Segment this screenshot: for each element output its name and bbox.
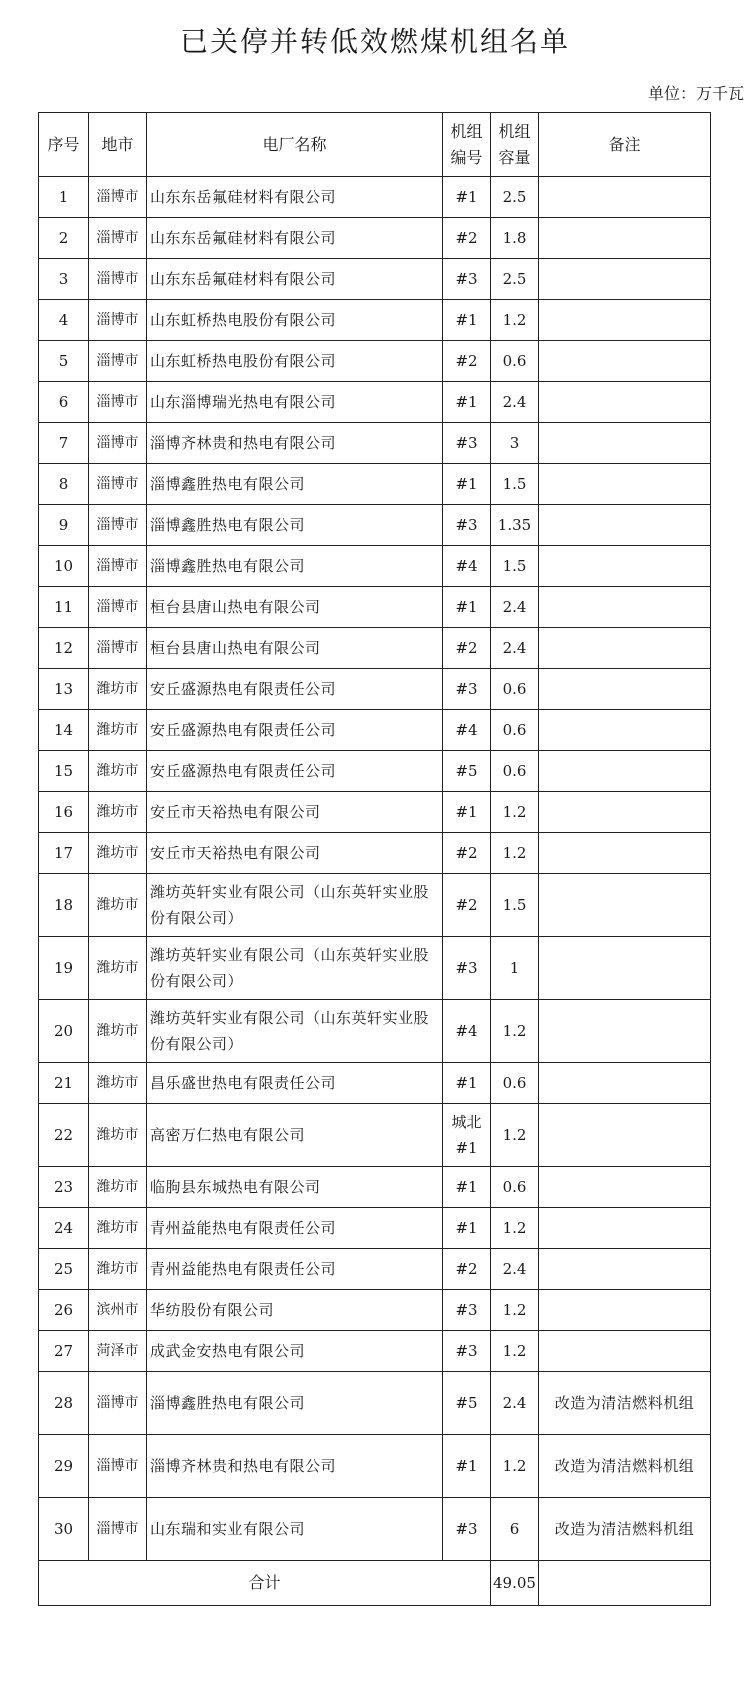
cell-city: 淄博市	[89, 382, 147, 423]
cell-plant-name: 高密万仁热电有限公司	[147, 1104, 443, 1167]
cell-seq: 15	[39, 751, 89, 792]
table-row	[39, 1208, 711, 1249]
cell-note	[539, 1104, 711, 1167]
cell-city: 潍坊市	[89, 1000, 147, 1063]
table-row	[39, 546, 711, 587]
table-row	[39, 1290, 711, 1331]
cell-note	[539, 505, 711, 546]
cell-seq: 30	[39, 1498, 89, 1561]
table-row	[39, 423, 711, 464]
cell-note	[539, 382, 711, 423]
cell-unit-no: #1	[443, 177, 491, 218]
total-label: 合计	[39, 1561, 491, 1606]
table-row	[39, 628, 711, 669]
cell-city: 潍坊市	[89, 1249, 147, 1290]
cell-plant-name: 安丘盛源热电有限责任公司	[147, 669, 443, 710]
cell-capacity: 1.2	[491, 1208, 539, 1249]
cell-seq: 23	[39, 1167, 89, 1208]
cell-plant-name: 山东东岳氟硅材料有限公司	[147, 259, 443, 300]
cell-plant-name: 山东淄博瑞光热电有限公司	[147, 382, 443, 423]
cell-seq: 19	[39, 937, 89, 1000]
table-row	[39, 669, 711, 710]
cell-note	[539, 587, 711, 628]
cell-capacity: 1	[491, 937, 539, 1000]
cell-city: 潍坊市	[89, 833, 147, 874]
cell-plant-name: 青州益能热电有限责任公司	[147, 1249, 443, 1290]
header-city: 地市	[89, 113, 147, 177]
cell-city: 潍坊市	[89, 1104, 147, 1167]
cell-seq: 3	[39, 259, 89, 300]
cell-seq: 29	[39, 1435, 89, 1498]
header-note: 备注	[539, 113, 711, 177]
cell-capacity: 1.2	[491, 833, 539, 874]
cell-unit-no: #5	[443, 751, 491, 792]
unit-list-table	[38, 112, 711, 1606]
cell-note	[539, 300, 711, 341]
table-row	[39, 1372, 711, 1435]
cell-seq: 13	[39, 669, 89, 710]
cell-plant-name: 桓台县唐山热电有限公司	[147, 587, 443, 628]
cell-capacity: 1.5	[491, 874, 539, 937]
cell-capacity: 0.6	[491, 1167, 539, 1208]
table-row	[39, 259, 711, 300]
cell-capacity: 1.2	[491, 300, 539, 341]
cell-seq: 28	[39, 1372, 89, 1435]
total-capacity: 49.05	[491, 1561, 539, 1606]
cell-unit-no: #1	[443, 1208, 491, 1249]
table-row	[39, 1435, 711, 1498]
cell-note	[539, 937, 711, 1000]
cell-plant-name: 淄博鑫胜热电有限公司	[147, 464, 443, 505]
cell-plant-name: 桓台县唐山热电有限公司	[147, 628, 443, 669]
cell-capacity: 0.6	[491, 751, 539, 792]
total-row	[39, 1561, 711, 1606]
cell-note	[539, 669, 711, 710]
cell-capacity: 3	[491, 423, 539, 464]
header-seq: 序号	[39, 113, 89, 177]
cell-seq: 16	[39, 792, 89, 833]
cell-seq: 18	[39, 874, 89, 937]
cell-note	[539, 546, 711, 587]
cell-capacity: 1.5	[491, 546, 539, 587]
table-row	[39, 1331, 711, 1372]
cell-unit-no: #1	[443, 1435, 491, 1498]
cell-city: 潍坊市	[89, 669, 147, 710]
cell-plant-name: 潍坊英轩实业有限公司（山东英轩实业股份有限公司）	[147, 874, 443, 937]
cell-capacity: 0.6	[491, 341, 539, 382]
cell-city: 潍坊市	[89, 1063, 147, 1104]
cell-seq: 25	[39, 1249, 89, 1290]
cell-note	[539, 341, 711, 382]
cell-capacity: 1.35	[491, 505, 539, 546]
cell-unit-no: #1	[443, 1167, 491, 1208]
cell-plant-name: 安丘盛源热电有限责任公司	[147, 710, 443, 751]
cell-note	[539, 710, 711, 751]
cell-note	[539, 218, 711, 259]
cell-plant-name: 淄博鑫胜热电有限公司	[147, 546, 443, 587]
cell-note	[539, 1063, 711, 1104]
cell-city: 淄博市	[89, 628, 147, 669]
cell-unit-no: #2	[443, 218, 491, 259]
cell-note	[539, 1331, 711, 1372]
cell-city: 淄博市	[89, 464, 147, 505]
table-row	[39, 710, 711, 751]
table-row	[39, 874, 711, 937]
cell-seq: 26	[39, 1290, 89, 1331]
cell-plant-name: 青州益能热电有限责任公司	[147, 1208, 443, 1249]
cell-seq: 22	[39, 1104, 89, 1167]
cell-seq: 20	[39, 1000, 89, 1063]
cell-capacity: 2.5	[491, 259, 539, 300]
cell-capacity: 1.2	[491, 792, 539, 833]
cell-plant-name: 山东瑞和实业有限公司	[147, 1498, 443, 1561]
cell-unit-no: #1	[443, 382, 491, 423]
cell-unit-no: #4	[443, 710, 491, 751]
cell-unit-no: #2	[443, 628, 491, 669]
cell-city: 淄博市	[89, 300, 147, 341]
cell-note	[539, 1290, 711, 1331]
cell-city: 潍坊市	[89, 937, 147, 1000]
cell-city: 菏泽市	[89, 1331, 147, 1372]
page-title: 已关停并转低效燃煤机组名单	[179, 25, 570, 58]
cell-plant-name: 成武金安热电有限公司	[147, 1331, 443, 1372]
header-unit-no: 机组编号	[443, 113, 491, 177]
cell-city: 潍坊市	[89, 751, 147, 792]
header-capacity: 机组容量	[491, 113, 539, 177]
cell-seq: 27	[39, 1331, 89, 1372]
table-row	[39, 751, 711, 792]
cell-note	[539, 874, 711, 937]
cell-capacity: 2.4	[491, 587, 539, 628]
cell-city: 潍坊市	[89, 792, 147, 833]
cell-plant-name: 淄博鑫胜热电有限公司	[147, 1372, 443, 1435]
cell-plant-name: 安丘盛源热电有限责任公司	[147, 751, 443, 792]
cell-seq: 2	[39, 218, 89, 259]
table-row	[39, 505, 711, 546]
cell-unit-no: #2	[443, 874, 491, 937]
table-row	[39, 937, 711, 1000]
cell-note	[539, 423, 711, 464]
table-row	[39, 1063, 711, 1104]
table-row	[39, 177, 711, 218]
cell-city: 淄博市	[89, 218, 147, 259]
cell-capacity: 0.6	[491, 1063, 539, 1104]
cell-plant-name: 淄博齐林贵和热电有限公司	[147, 423, 443, 464]
cell-seq: 21	[39, 1063, 89, 1104]
cell-capacity: 2.4	[491, 628, 539, 669]
cell-seq: 4	[39, 300, 89, 341]
cell-unit-no: #1	[443, 1063, 491, 1104]
cell-seq: 1	[39, 177, 89, 218]
total-note	[539, 1561, 711, 1606]
cell-note	[539, 751, 711, 792]
cell-unit-no: #3	[443, 259, 491, 300]
cell-unit-no: #4	[443, 546, 491, 587]
cell-unit-no: #4	[443, 1000, 491, 1063]
cell-seq: 6	[39, 382, 89, 423]
cell-capacity: 1.5	[491, 464, 539, 505]
cell-capacity: 1.2	[491, 1435, 539, 1498]
cell-plant-name: 安丘市天裕热电有限公司	[147, 833, 443, 874]
cell-seq: 10	[39, 546, 89, 587]
cell-plant-name: 山东东岳氟硅材料有限公司	[147, 218, 443, 259]
table-row	[39, 587, 711, 628]
cell-plant-name: 山东虹桥热电股份有限公司	[147, 300, 443, 341]
cell-unit-no: #3	[443, 423, 491, 464]
cell-note: 改造为清洁燃料机组	[539, 1498, 711, 1561]
cell-note	[539, 1249, 711, 1290]
cell-capacity: 6	[491, 1498, 539, 1561]
cell-city: 潍坊市	[89, 1208, 147, 1249]
cell-note	[539, 833, 711, 874]
cell-seq: 9	[39, 505, 89, 546]
cell-seq: 14	[39, 710, 89, 751]
cell-capacity: 1.8	[491, 218, 539, 259]
cell-plant-name: 临朐县东城热电有限公司	[147, 1167, 443, 1208]
table-row	[39, 1498, 711, 1561]
cell-city: 潍坊市	[89, 1167, 147, 1208]
cell-plant-name: 山东虹桥热电股份有限公司	[147, 341, 443, 382]
cell-capacity: 1.2	[491, 1331, 539, 1372]
cell-unit-no: #1	[443, 464, 491, 505]
cell-seq: 8	[39, 464, 89, 505]
cell-plant-name: 潍坊英轩实业有限公司（山东英轩实业股份有限公司）	[147, 1000, 443, 1063]
cell-plant-name: 淄博鑫胜热电有限公司	[147, 505, 443, 546]
table-row	[39, 341, 711, 382]
cell-unit-no: #3	[443, 1498, 491, 1561]
cell-capacity: 1.2	[491, 1000, 539, 1063]
cell-unit-no: #2	[443, 1249, 491, 1290]
cell-plant-name: 山东东岳氟硅材料有限公司	[147, 177, 443, 218]
cell-unit-no: #1	[443, 792, 491, 833]
cell-plant-name: 昌乐盛世热电有限责任公司	[147, 1063, 443, 1104]
header-row	[39, 113, 711, 177]
table-row	[39, 464, 711, 505]
cell-note	[539, 1167, 711, 1208]
cell-city: 滨州市	[89, 1290, 147, 1331]
cell-seq: 11	[39, 587, 89, 628]
table-row	[39, 1249, 711, 1290]
cell-note	[539, 792, 711, 833]
cell-capacity: 2.4	[491, 1249, 539, 1290]
cell-note	[539, 259, 711, 300]
cell-plant-name: 潍坊英轩实业有限公司（山东英轩实业股份有限公司）	[147, 937, 443, 1000]
table-row	[39, 1167, 711, 1208]
cell-city: 淄博市	[89, 423, 147, 464]
cell-note: 改造为清洁燃料机组	[539, 1372, 711, 1435]
table-row	[39, 300, 711, 341]
cell-capacity: 2.5	[491, 177, 539, 218]
cell-unit-no: #5	[443, 1372, 491, 1435]
cell-unit-no: #3	[443, 937, 491, 1000]
cell-unit-no: #3	[443, 1331, 491, 1372]
cell-city: 淄博市	[89, 505, 147, 546]
cell-unit-no: #1	[443, 587, 491, 628]
cell-unit-no: #3	[443, 669, 491, 710]
cell-seq: 7	[39, 423, 89, 464]
cell-plant-name: 淄博齐林贵和热电有限公司	[147, 1435, 443, 1498]
cell-city: 潍坊市	[89, 710, 147, 751]
cell-capacity: 1.2	[491, 1104, 539, 1167]
cell-city: 淄博市	[89, 1498, 147, 1561]
cell-unit-no: #1	[443, 300, 491, 341]
table-row	[39, 382, 711, 423]
cell-capacity: 2.4	[491, 1372, 539, 1435]
cell-capacity: 1.2	[491, 1290, 539, 1331]
cell-plant-name: 安丘市天裕热电有限公司	[147, 792, 443, 833]
cell-seq: 5	[39, 341, 89, 382]
cell-note	[539, 1000, 711, 1063]
cell-city: 淄博市	[89, 177, 147, 218]
cell-city: 淄博市	[89, 587, 147, 628]
cell-note	[539, 1208, 711, 1249]
cell-note	[539, 177, 711, 218]
cell-note	[539, 628, 711, 669]
cell-note	[539, 464, 711, 505]
cell-unit-no: #3	[443, 1290, 491, 1331]
table-row	[39, 1104, 711, 1167]
table-row	[39, 1000, 711, 1063]
cell-city: 淄博市	[89, 1372, 147, 1435]
cell-city: 淄博市	[89, 341, 147, 382]
cell-unit-no: #3	[443, 505, 491, 546]
cell-seq: 12	[39, 628, 89, 669]
header-plant: 电厂名称	[147, 113, 443, 177]
cell-capacity: 0.6	[491, 669, 539, 710]
table-row	[39, 218, 711, 259]
table-row	[39, 833, 711, 874]
cell-seq: 17	[39, 833, 89, 874]
cell-city: 潍坊市	[89, 874, 147, 937]
cell-note: 改造为清洁燃料机组	[539, 1435, 711, 1498]
table-row	[39, 792, 711, 833]
cell-unit-no: 城北#1	[443, 1104, 491, 1167]
cell-capacity: 2.4	[491, 382, 539, 423]
cell-city: 淄博市	[89, 1435, 147, 1498]
cell-unit-no: #2	[443, 833, 491, 874]
cell-city: 淄博市	[89, 259, 147, 300]
cell-capacity: 0.6	[491, 710, 539, 751]
cell-plant-name: 华纺股份有限公司	[147, 1290, 443, 1331]
cell-seq: 24	[39, 1208, 89, 1249]
cell-city: 淄博市	[89, 546, 147, 587]
cell-unit-no: #2	[443, 341, 491, 382]
unit-label: 单位：万千瓦	[647, 84, 744, 103]
